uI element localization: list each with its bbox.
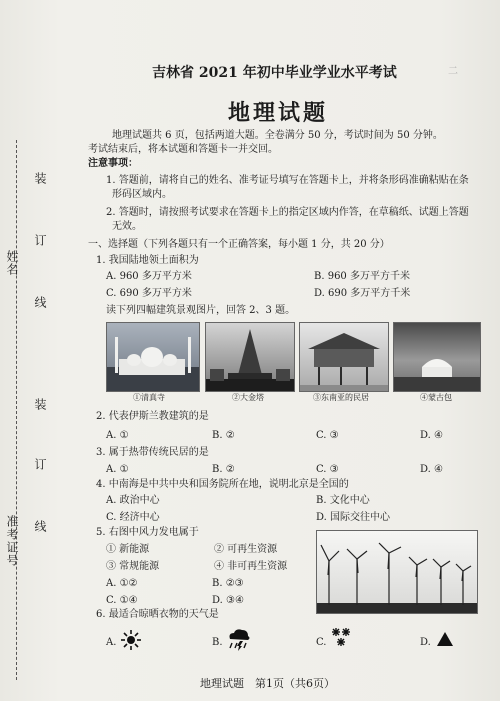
q5-item-3: ③ 常规能源 (106, 561, 160, 572)
q5-option-a: A. ①② (106, 578, 138, 589)
stilt-house-illustration (300, 323, 388, 391)
binding-xian-1: 线 (33, 296, 47, 309)
q1-option-d: D. 690 多万平方千米 (314, 288, 411, 299)
thunderstorm-rain-icon (226, 626, 252, 656)
q3-option-a: A. ① (106, 464, 129, 475)
intro-line-1: 地理试题共 6 页，包括两道大题。全卷满分 50 分，考试时间为 50 分钟。 (112, 130, 443, 141)
q5-item-4: ④ 非可再生资源 (214, 561, 288, 572)
binding-xian-2: 线 (33, 520, 47, 533)
q3-stem: 3. 属于热带传统民居的是 (96, 447, 209, 458)
q5-stem: 5. 右图中风力发电属于 (96, 527, 199, 538)
pagoda-illustration (206, 323, 294, 391)
sun-icon (120, 629, 142, 655)
q1-option-b: B. 960 多万平方千米 (314, 271, 410, 282)
q4-option-d: D. 国际交往中心 (316, 512, 391, 523)
q4-option-a: A. 政治中心 (106, 495, 160, 506)
photo-caption-4: ④蒙古包 (420, 393, 452, 402)
q5-item-1: ① 新能源 (106, 544, 150, 555)
note-2a: 2. 答题时，请按照考试要求在答题卡上的指定区域内作答，在草稿纸、试题上答题 (106, 207, 469, 218)
corner-mark: 二 (448, 66, 458, 77)
q2-stem: 2. 代表伊斯兰教建筑的是 (96, 411, 209, 422)
yurt-illustration (394, 323, 480, 391)
exam-title: 吉林省 2021 年初中毕业学业水平考试 (152, 65, 397, 81)
exam-id-label: 准考证号 (5, 515, 19, 567)
subject-title: 地理试题 (228, 100, 329, 126)
mosque-illustration (107, 323, 199, 391)
q3-option-b: B. ② (212, 464, 235, 475)
q5-item-2: ② 可再生资源 (214, 544, 278, 555)
q4-option-c: C. 经济中心 (106, 512, 160, 523)
q5-option-c: C. ①④ (106, 595, 138, 606)
q6-option-b: B. (212, 637, 223, 648)
photo-yurt (393, 322, 481, 392)
photo-pagoda (205, 322, 295, 392)
photo-wind-turbines (316, 530, 478, 614)
binding-zhuang-1: 装 (33, 172, 47, 185)
q2-option-c: C. ③ (316, 430, 339, 441)
q1-option-a: A. 960 多万平方米 (106, 271, 192, 282)
photo-mosque (106, 322, 200, 392)
photo-caption-1: ①清真寺 (133, 393, 165, 402)
q5-option-b: B. ②③ (212, 578, 244, 589)
binding-zhuang-2: 装 (33, 398, 47, 411)
notes-heading: 注意事项： (88, 158, 138, 169)
q6-option-a: A. (106, 637, 117, 648)
note-1b: 形码区域内。 (112, 189, 172, 200)
note-1a: 1. 答题前，请将自己的姓名、准考证号填写在答题卡上，并将条形码准确粘贴在条 (106, 175, 469, 186)
binding-ding-2: 订 (33, 458, 47, 471)
q2-option-a: A. ① (106, 430, 129, 441)
q6-option-d: D. (420, 637, 431, 648)
photo-caption-2: ②大金塔 (232, 393, 264, 402)
intro-line-2: 考试结束后，将本试题和答题卡一并交回。 (88, 144, 278, 155)
name-label: 姓名 (5, 250, 19, 276)
binding-ding-1: 订 (33, 234, 47, 247)
q4-option-b: B. 文化中心 (316, 495, 370, 506)
wind-turbine-illustration (317, 531, 477, 613)
q2-option-b: B. ② (212, 430, 235, 441)
q5-option-d: D. ③④ (212, 595, 244, 606)
page-footer: 地理试题 第1页（共6页） (200, 677, 335, 690)
binding-dashed-line (16, 140, 17, 680)
sandstorm-icon (436, 631, 454, 651)
q3-option-c: C. ③ (316, 464, 339, 475)
q23-intro: 读下列四幅建筑景观图片，回答 2、3 题。 (106, 305, 296, 316)
snow-icon (330, 626, 352, 652)
photo-caption-3: ③东南亚的民居 (313, 393, 369, 402)
q2-option-d: D. ④ (420, 430, 443, 441)
q6-stem: 6. 最适合晾晒衣物的天气是 (96, 609, 219, 620)
photo-stilt-house (299, 322, 389, 392)
q6-option-c: C. (316, 637, 327, 648)
q4-stem: 4. 中南海是中共中央和国务院所在地，说明北京是全国的 (96, 479, 349, 490)
note-2b: 无效。 (112, 221, 142, 232)
q1-stem: 1. 我国陆地领土面积为 (96, 255, 199, 266)
q1-option-c: C. 690 多万平方米 (106, 288, 192, 299)
q3-option-d: D. ④ (420, 464, 443, 475)
section-1-heading: 一、选择题（下列各题只有一个正确答案，每小题 1 分，共 20 分） (88, 239, 390, 250)
